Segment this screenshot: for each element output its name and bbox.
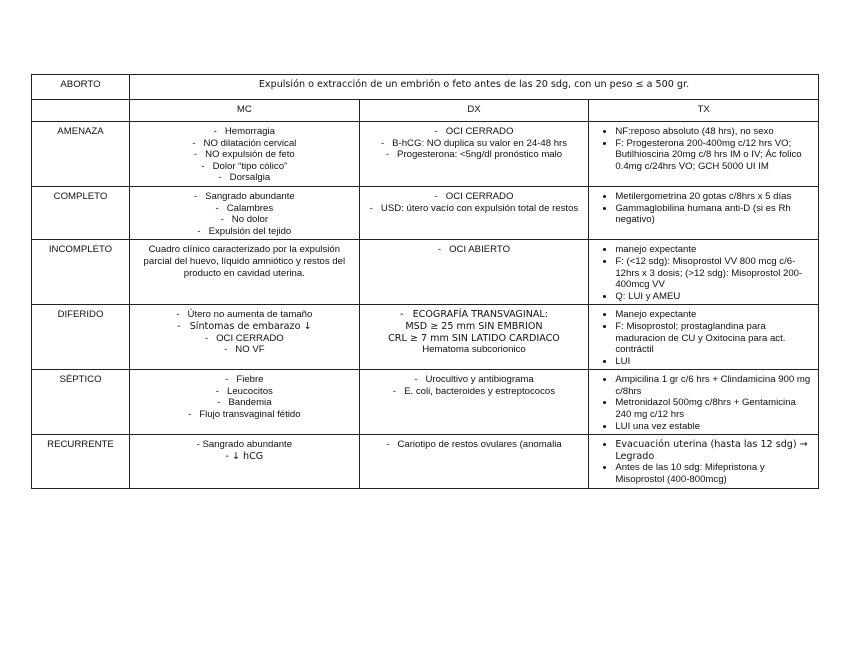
list-item: - Progesterona: <5ng/dl pronóstico malo	[364, 149, 585, 161]
list-item: - NO expulsión de feto	[134, 149, 355, 161]
tx-cell	[589, 186, 819, 239]
list-item: - B-hCG: NO duplica su valor en 24-48 hrs	[364, 138, 585, 150]
mc-cell	[130, 435, 360, 488]
table-row	[32, 370, 819, 435]
row-type: COMPLETO	[32, 186, 130, 239]
list-item: - Bandemia	[134, 397, 355, 409]
list-item: - Expulsión del tejido	[134, 226, 355, 238]
list-item: - Urocultivo y antibiograma	[364, 374, 585, 386]
list-item: - Hemorragia	[134, 126, 355, 138]
header-tx: TX	[589, 100, 819, 122]
header-empty-cell	[32, 100, 130, 122]
tx-cell	[589, 122, 819, 187]
list-item: - Flujo transvaginal fétido	[134, 409, 355, 421]
table-row	[32, 435, 819, 488]
list-item: • manejo expectante	[615, 244, 814, 256]
dx-line: Hematoma subcorionico	[422, 344, 526, 356]
list-item: - Dolor “tipo cólico”	[134, 161, 355, 173]
mc-cell	[130, 186, 360, 239]
list-item: - Útero no aumenta de tamaño	[134, 309, 355, 321]
list-item: • F: Misoprostol; prostaglandina para maduracion de CU y Oxitocina para act. contráctil	[615, 321, 814, 356]
tx-cell	[589, 305, 819, 370]
mc-line: - ↓ hCG	[225, 450, 264, 462]
header-mc: MC	[130, 100, 360, 122]
header-row	[32, 100, 819, 122]
title-row	[32, 75, 819, 100]
list-item: - Leucocitos	[134, 386, 355, 398]
list-item: • Metronidazol 500mg c/8hrs + Gentamicina 240 mg c/12 hrs	[615, 397, 814, 420]
list-item: • Antes de las 10 sdg: Mifepristona y Misoprostol (400-800mcg)	[615, 462, 814, 485]
dx-line: CRL ≥ 7 mm SIN LATIDO CARDIACO	[388, 332, 560, 344]
list-item: - Cariotipo de restos ovulares (anomalia	[364, 439, 585, 451]
aborto-table	[31, 74, 819, 489]
dx-cell	[359, 240, 589, 305]
list-item: • Gammaglobilina humana anti-D (si es Rh negativo)	[615, 203, 814, 226]
dx-cell	[359, 435, 589, 488]
header-dx: DX	[359, 100, 589, 122]
tx-cell	[589, 370, 819, 435]
list-item: - Calambres	[134, 203, 355, 215]
dx-cell	[359, 305, 589, 370]
table-title: Expulsión o extracción de un embrión o feto antes de las 20 sdg, con un peso ≤ a 500 gr.	[130, 75, 819, 100]
corner-cell: ABORTO	[32, 75, 130, 100]
row-type: DIFERIDO	[32, 305, 130, 370]
list-item: • NF:reposo absoluto (48 hrs), no sexo	[615, 126, 814, 138]
row-type: INCOMPLETO	[32, 240, 130, 305]
table-row	[32, 186, 819, 239]
row-type: RECURRENTE	[32, 435, 130, 488]
mc-cell	[130, 305, 360, 370]
tx-cell	[589, 240, 819, 305]
list-item: - NO dilatación cervical	[134, 138, 355, 150]
list-item: • Metilergometrina 20 gotas c/8hrs x 5 días	[615, 191, 814, 203]
list-item: - NO VF	[134, 344, 355, 356]
row-type: SÉPTICO	[32, 370, 130, 435]
table-row	[32, 305, 819, 370]
list-item: - Síntomas de embarazo ↓	[134, 321, 355, 333]
list-item: • Ampicilina 1 gr c/6 hrs + Clindamicina 900 mg c/8hrs	[615, 374, 814, 397]
list-item: - ECOGRAFÍA TRANSVAGINAL:	[364, 309, 585, 321]
dx-line: MSD ≥ 25 mm SIN EMBRION	[405, 320, 543, 332]
list-item: • F: Progesterona 200-400mg c/12 hrs VO; Butilhioscina 20mg c/8 hrs IM o IV; Ác folico 0.4mg c/24hrs VO; GCH 5000 UI IM	[615, 138, 814, 173]
list-item: - OCI CERRADO	[364, 191, 585, 203]
list-item: - No dolor	[134, 214, 355, 226]
list-item: - USD: útero vacío con expulsión total de restos	[364, 203, 585, 215]
list-item: - OCI CERRADO	[134, 333, 355, 345]
table-row	[32, 240, 819, 305]
dx-cell	[359, 122, 589, 187]
list-item: - Sangrado abundante	[134, 191, 355, 203]
list-item: - Dorsalgia	[134, 172, 355, 184]
list-item: • Evacuación uterina (hasta las 12 sdg) → Legrado	[615, 439, 814, 462]
list-item: • LUI	[615, 356, 814, 368]
mc-line: - Sangrado abundante	[196, 439, 293, 451]
mc-cell	[130, 370, 360, 435]
mc-cell	[130, 122, 360, 187]
table-row	[32, 122, 819, 187]
dx-cell	[359, 186, 589, 239]
mc-cell: Cuadro clínico caracterizado por la expulsión parcial del huevo, líquido amniótico y restos del producto en cavidad uterina.	[130, 240, 360, 305]
list-item: • Q: LUI y AMEU	[615, 291, 814, 303]
list-item: - OCI ABIERTO	[364, 244, 585, 256]
tx-cell	[589, 435, 819, 488]
list-item: • F: (<12 sdg): Misoprostol VV 800 mcg c/6-12hrs x 3 dosis; (>12 sdg): Misoprostol 200-400mcg VV	[615, 256, 814, 291]
row-type: AMENAZA	[32, 122, 130, 187]
list-item: - Fiebre	[134, 374, 355, 386]
list-item: • Manejo expectante	[615, 309, 814, 321]
list-item: • LUI una vez estable	[615, 421, 814, 433]
list-item: - E. coli, bacteroides y estreptococos	[364, 386, 585, 398]
dx-cell	[359, 370, 589, 435]
list-item: - OCI CERRADO	[364, 126, 585, 138]
